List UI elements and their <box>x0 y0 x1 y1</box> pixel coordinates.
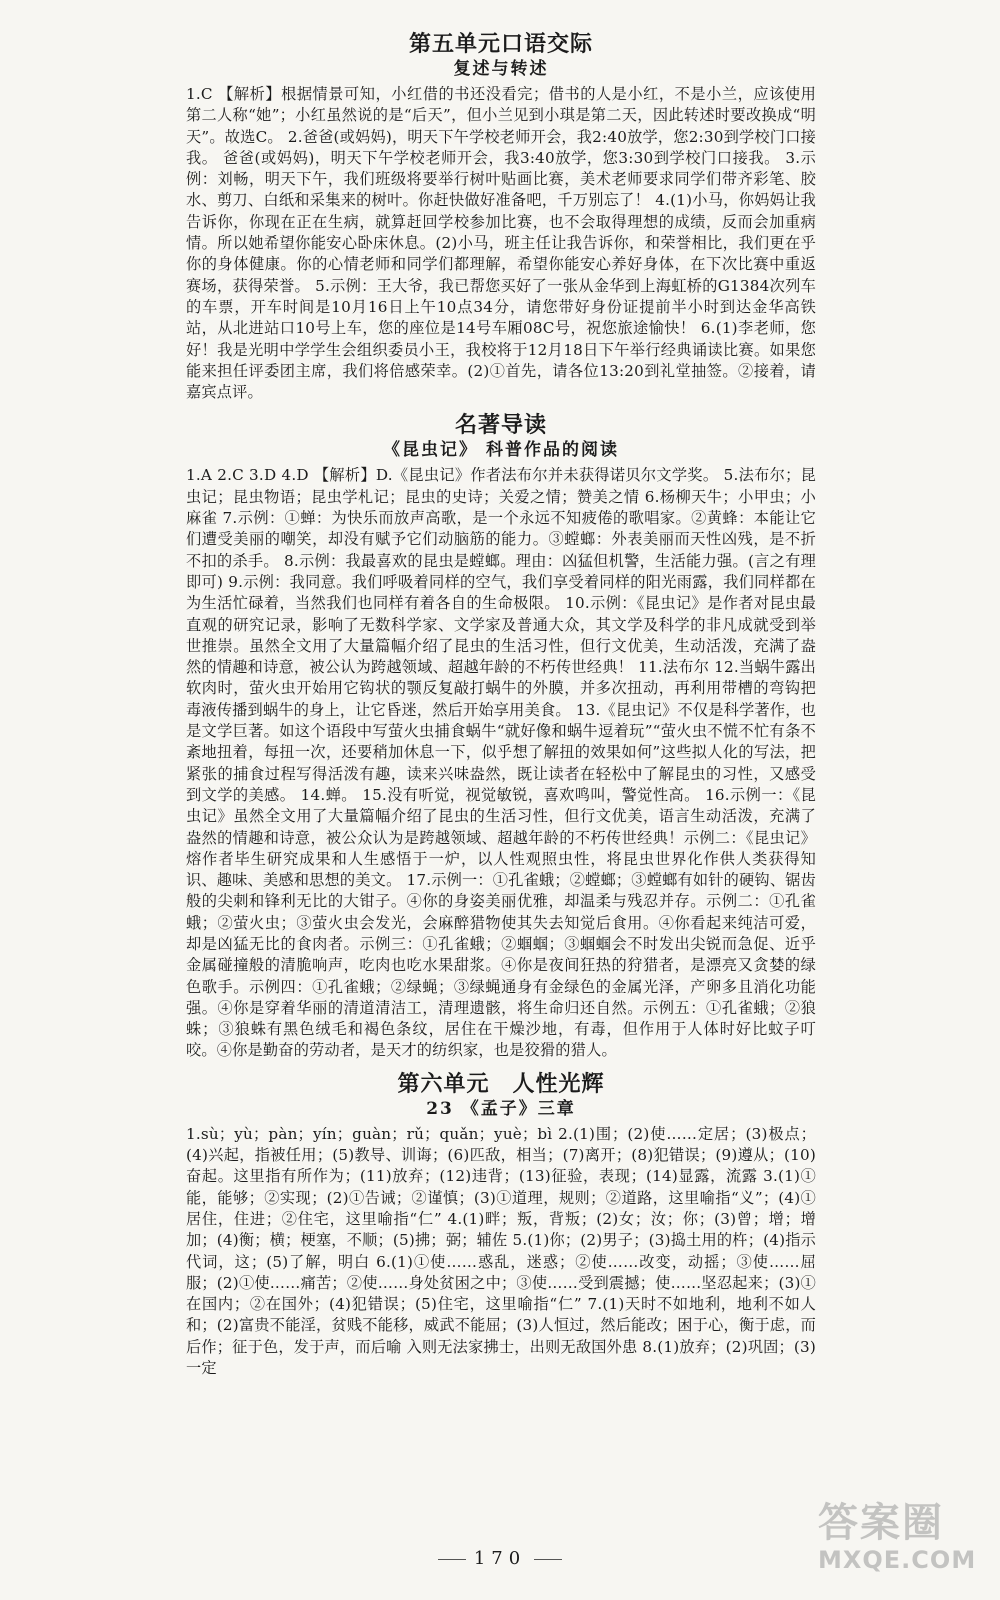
watermark-url: MXQE.COM <box>818 1546 977 1574</box>
classics-answers: 1.A 2.C 3.D 4.D 【解析】D.《昆虫记》作者法布尔并未获得诺贝尔文学奖。 5.法布尔；昆虫记；昆虫物语；昆虫学札记；昆虫的史诗；关爱之情；赞美之情 6.杨柳天牛；小甲虫；小麻雀 7.示例：①蝉：为快乐而放声高歌，是一个永远不知疲倦的歌唱家。②黄蜂：本能让它们遭受美丽的嘲笑，却没有赋予它们动脑筋的能力。③螳螂：外表美丽而天性凶残，是不折不扣的杀手。 8.示例：我最喜欢的昆虫是螳螂。理由：凶猛但机警，生活能力强。(言之有理即可) 9.示例：我同意。我们呼吸着同样的空气，我们享受着同样的阳光雨露，我们同样都在为生活忙碌着，当然我们也同样有着各自的生命极限。 10.示例：《昆虫记》是作者对昆虫最直观的研究记录，影响了无数科学家、文学家及普通大众，其文学及科学的非凡成就受到举世推崇。虽然全文用了大量篇幅介绍了昆虫的生活习性，但行文优美，生动活泼，充满了盎然的情趣和诗意，被公认为跨越领域、超越年龄的不朽传世经典！ 11.法布尔 12.当蜗牛露出软肉时，萤火虫开始用它钩状的颚反复敲打蜗牛的外膜，并多次扭动，再利用带槽的弯钩把毒液传播到蜗牛的身上，让它昏迷，然后开始享用美食。 13.《昆虫记》不仅是科学著作，也是文学巨著。如这个语段中写萤火虫捕食蜗牛“就好像和蜗牛逗着玩”“萤火虫不慌不忙有条不紊地扭着，每扭一次，还要稍加休息一下，似乎想了解扭的效果如何”这些拟人化的写法，把紧张的捕食过程写得活泼有趣，读来兴味盎然，既让读者在轻松中了解昆虫的习性，又感受到文学的美感。 14.蝉。 15.没有听觉，视觉敏锐，喜欢鸣叫，警觉性高。 16.示例一：《昆虫记》虽然全文用了大量篇幅介绍了昆虫的生活习性，但行文优美，语言生动活泼，充满了盎然的情趣和诗意，被公众认为是跨越领域、超越年龄的不朽传世经典！示例二：《昆虫记》熔作者毕生研究成果和人生感悟于一炉，以人性观照虫性，将昆虫世界化作供人类获得知识、趣味、美感和思想的美文。 17.示例一：①孔雀蛾；②螳螂；③螳螂有如针的硬钩、锯齿般的尖刺和锋利无比的大钳子。④你的身姿美丽优雅，却温柔与残忍并存。示例二：①孔雀蛾；②萤火虫；③萤火虫会发光，会麻醉猎物使其失去知觉后食用。④你看起来纯洁可爱，却是凶猛无比的食肉者。示例三：①孔雀蛾；②蝈蝈；③蝈蝈会不时发出尖锐而急促、近乎金属碰撞般的清脆响声，吃肉也吃水果甜浆。④你是夜间狂热的狩猎者，是漂亮又贪婪的绿色歌手。示例四：①孔雀蛾；②绿蝇；③绿蝇通身有金绿色的金属光泽，产卵多且消化功能强。④你是穿着华丽的清道清洁工，清理遗骸，将生命归还自然。示例五：①孔雀蛾；②狼蛛；③狼蛛有黑色绒毛和褐色条纹，居住在干燥沙地，有毒，但作用于人体时好比蚊子叮咬。④你是勤奋的劳动者，是天才的纺织家，也是狡猾的猎人。 <box>186 466 816 1060</box>
page-number-left-dash <box>438 1559 466 1560</box>
classics-subtitle: 《昆虫记》 科普作品的阅读 <box>383 440 619 461</box>
watermark-cn: 答案圈 <box>818 1500 944 1546</box>
page-number-text: 170 <box>473 1548 527 1569</box>
unit5-section <box>186 30 816 403</box>
classics-section <box>186 411 816 1061</box>
unit6-title: 第六单元 人性光辉 <box>397 1070 605 1097</box>
unit5-subtitle: 复述与转述 <box>453 59 549 79</box>
content-column <box>186 30 816 1379</box>
classics-title: 名著导读 <box>454 412 547 439</box>
unit6-section <box>186 1070 816 1380</box>
unit5-title: 第五单元口语交际 <box>408 31 593 57</box>
unit5-answers: 1.C 【解析】根据情景可知，小红借的书还没看完；借书的人是小红，不是小兰，应该使用第二人称“她”；小红虽然说的是“后天”，但小兰见到小琪是第二天，因此转述时要改换成“明天”。故选C。 2.爸爸(或妈妈)，明天下午学校老师开会，我2:40放学，您2:30到学校门口接我。 爸爸(或妈妈)，明天下午学校老师开会，我3:40放学，您3:30到学校门口接我。 3.示例：刘畅，明天下午，我们班级将要举行树叶贴画比赛，美术老师要求同学们带齐彩笔、胶水、剪刀、白纸和采集来的树叶。你赶快做好准备吧，千万别忘了！ 4.(1)小马，你妈妈让我告诉你，你现在正在生病，就算赶回学校参加比赛，也不会取得理想的成绩，反而会加重病情。所以她希望你能安心卧床休息。(2)小马，班主任让我告诉你，和荣誉相比，我们更在乎你的身体健康。你的心情老师和同学们都理解，希望你能安心养好身体，在下次比赛中重返赛场，获得荣誉。 5.示例：王大爷，我已帮您买好了一张从金华到上海虹桥的G1384次列车的车票，开车时间是10月16日上午10点34分，请您带好身份证提前半小时到达金华高铁站，从北进站口10号上车，您的座位是14号车厢08C号，祝您旅途愉快！ 6.(1)李老师，您好！我是光明中学学生会组织委员小王，我校将于12月18日下午举行经典诵读比赛。如果您能来担任评委团主席，我们将倍感荣幸。(2)①首先，请各位13:20到礼堂抽签。②接着，请嘉宾点评。 <box>186 85 816 402</box>
unit6-lesson-title: 23 《孟子》三章 <box>426 1098 576 1119</box>
unit6-answers: 1.sù；yù；pàn；yín；guàn；rǔ；quǎn；yuè；bì 2.(1)围；(2)使……定居；(3)极点；(4)兴起，指被任用；(5)教导、训诲；(6)匹敌，相当；(7)离开；(8)犯错误；(9)遵从；(10)奋起。这里指有所作为；(11)放弃；(12)违背；(13)征验，表现；(14)显露，流露 3.(1)①能，能够；②实现；(2)①告诫；②谨慎；(3)①道理，规则；②道路，这里喻指“义”；(4)①居住，住进；②住宅，这里喻指“仁” 4.(1)畔；叛，背叛；(2)女；汝；你；(3)曾；增；增加；(4)衡；横；梗塞，不顺；(5)拂；弼；辅佐 5.(1)你；(2)男子；(3)捣土用的杵；(4)指示代词，这；(5)了解，明白 6.(1)①使……惑乱，迷惑；②使……改变，动摇；③使……屈服；(2)①使……痛苦；②使……身处贫困之中；③使……受到震撼；使……坚忍起来；(3)①在国内；②在国外；(4)犯错误；(5)住宅，这里喻指“仁” 7.(1)天时不如地利，地利不如人和；(2)富贵不能淫，贫贱不能移，威武不能屈；(3)人恒过，然后能改；困于心，衡于虑，而后作；征于色，发于声，而后喻 入则无法家拂士，出则无敌国外患 8.(1)放弃；(2)巩固；(3)一定 <box>186 1124 816 1378</box>
page-number-right-dash <box>534 1559 562 1560</box>
watermark-logo <box>818 1500 978 1592</box>
